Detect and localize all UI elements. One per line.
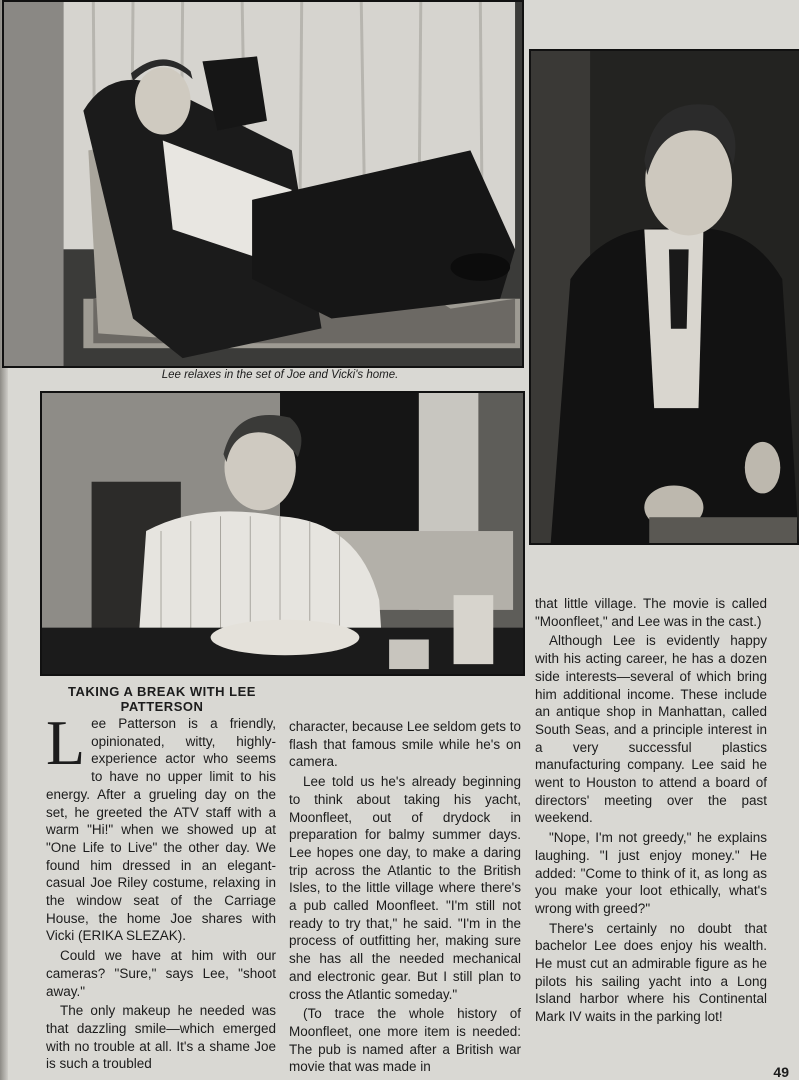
paragraph: that little village. The movie is called "Moonfleet," and Lee was in the cast.) [535,596,767,629]
paragraph: Although Lee is evidently happy with his acting career, he has a dozen side interests—several of which bring him additional income. These include an antique shop in Manhattan, called South Seas, and a principle interest in a very successful plastics manufacturing company. Lee said he went to Houston to attend a board of directors' meeting over the past weekend. [535,633,767,826]
drop-cap: L [46,707,86,778]
paragraph: Could we have at him with our cameras? "Sure," says Lee, "shoot away." [46,948,276,999]
paragraph: character, because Lee seldom gets to flash that famous smile while he's on camera. [289,719,521,770]
photo-caption: Lee relaxes in the set of Joe and Vicki's home. [161,369,399,381]
paragraph: There's certainly no doubt that bachelor Lee does enjoy his wealth. He must cut an admirable figure as he pilots his sailing yacht into a Long Island harbor where his Continental Mark IV waits in the parking lot! [535,920,767,1025]
paragraph: "Nope, I'm not greedy," he explains laughing. "I just enjoy money." He added: "Come to think of it, as long as you make your loot ethically, what's wrong with greed?" [535,830,767,916]
article-column-3 [535,595,767,1028]
photo-standing-portrait [529,49,799,545]
paragraph: Lee told us he's already beginning to think about taking his yacht, Moonfleet, out of drydock in preparation for balmy summer days. Lee hopes one day, to make a daring trip across the Atlantic to the British Isles, to the little village where there's a pub called Moonfleet. "I'm still not ready to try that," he said. "I'm in the process of outfitting her, making sure she has all the needed mechanical and electronic gear. But I still plan to cross the Atlantic someday." [289,774,521,1002]
photo-window-seat [2,0,524,368]
paragraph: ee Patterson is a friendly, opinionated, witty, highly-experience actor who seems to have no upper limit to his energy. After a grueling day on the set, he greeted the ATV staff with a warm "Hi!" when we showed up at "One Life to Live" the other day. We found him dressed in an elegant-casual Joe Riley costume, relaxing in the window seat of the Carriage House, the home Joe shares with Vicki (ERIKA SLEZAK). [46,716,276,944]
article-headline: TAKING A BREAK WITH LEE PATTERSON [68,684,256,714]
page-number: 49 [773,1064,789,1080]
paragraph: (To trace the whole history of Moonfleet, one more item is needed: The pub is named after a British war movie that was made in [289,1006,521,1075]
paragraph: The only makeup he needed was that dazzling smile—which emerged with no trouble at all. It's a shame Joe is such a troubled [46,1003,276,1072]
article-column-2 [289,718,521,1078]
article-column-1 [46,707,276,1075]
photo-dining-table [40,391,525,676]
